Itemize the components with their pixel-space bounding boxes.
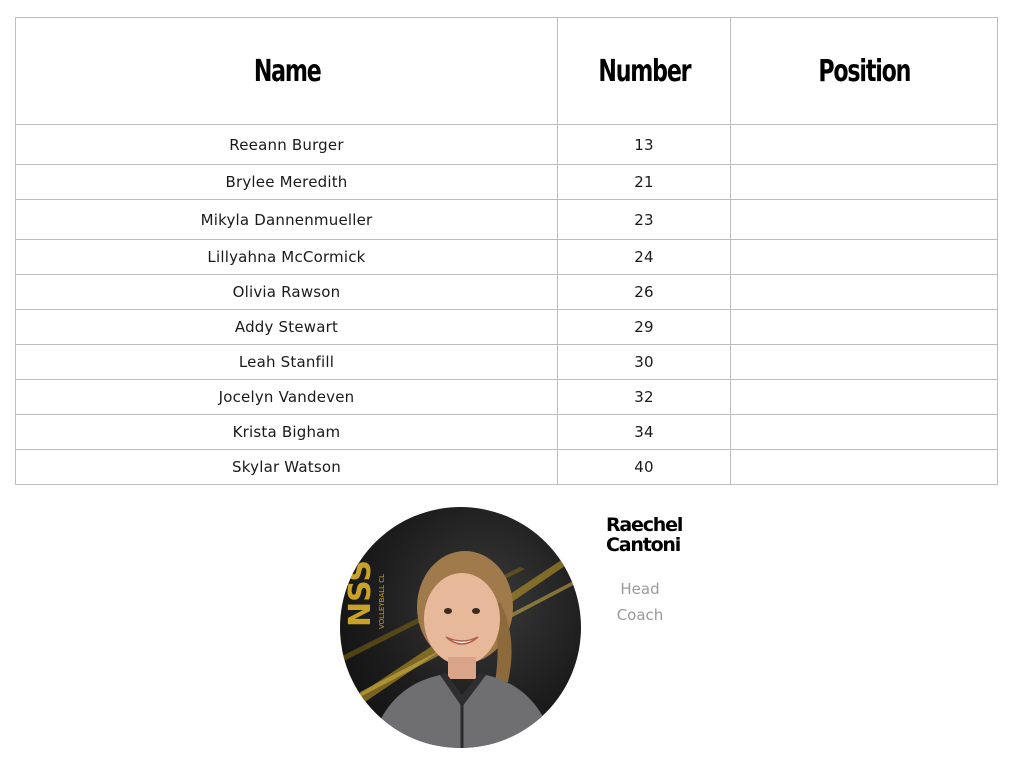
- table-row: [16, 345, 998, 380]
- player-position: [731, 275, 998, 310]
- player-position: [731, 165, 998, 200]
- header-number: Number: [573, 18, 715, 125]
- player-position: [731, 200, 998, 240]
- player-position: [731, 240, 998, 275]
- player-number: 21: [558, 165, 731, 200]
- player-name: Reeann Burger: [16, 125, 558, 165]
- table-row: [16, 415, 998, 450]
- player-name: Brylee Meredith: [16, 165, 558, 200]
- logo-mark: [343, 560, 386, 629]
- face: [424, 573, 500, 665]
- coach-last-name: Cantoni: [606, 534, 681, 556]
- header-position: Position: [755, 18, 974, 125]
- table-row: [16, 200, 998, 240]
- player-name: Lillyahna McCormick: [16, 240, 558, 275]
- player-name: Mikyla Dannenmueller: [16, 200, 558, 240]
- player-name: Skylar Watson: [16, 450, 558, 485]
- header-name: Name: [64, 18, 508, 125]
- player-number: 34: [558, 415, 731, 450]
- table-row: [16, 165, 998, 200]
- player-name: Leah Stanfill: [16, 345, 558, 380]
- logo-subtext: VOLLEYBALL CL: [378, 573, 386, 629]
- coach-first-name: Raechel: [606, 514, 683, 536]
- coach-role: [600, 576, 680, 628]
- table-header-row: [16, 18, 998, 125]
- table-row: [16, 310, 998, 345]
- coach-role-line2: Coach: [616, 606, 664, 624]
- table-row: [16, 450, 998, 485]
- player-number: 23: [558, 200, 731, 240]
- player-number: 13: [558, 125, 731, 165]
- coach-name: [606, 514, 683, 556]
- player-number: 26: [558, 275, 731, 310]
- player-position: [731, 380, 998, 415]
- player-number: 40: [558, 450, 731, 485]
- player-position: [731, 125, 998, 165]
- player-name: Addy Stewart: [16, 310, 558, 345]
- table-row: [16, 380, 998, 415]
- player-name: Olivia Rawson: [16, 275, 558, 310]
- player-number: 24: [558, 240, 731, 275]
- player-number: 30: [558, 345, 731, 380]
- roster-table: [15, 17, 998, 485]
- player-position: [731, 450, 998, 485]
- player-number: 29: [558, 310, 731, 345]
- player-position: [731, 415, 998, 450]
- player-name: Jocelyn Vandeven: [16, 380, 558, 415]
- coach-role-line1: Head: [620, 580, 660, 598]
- player-position: [731, 310, 998, 345]
- table-row: [16, 275, 998, 310]
- coach-photo-illustration: [340, 507, 581, 748]
- player-name: Krista Bigham: [16, 415, 558, 450]
- logo-text: NSS: [343, 560, 378, 627]
- table-row: [16, 240, 998, 275]
- coach-photo: [340, 507, 581, 748]
- player-position: [731, 345, 998, 380]
- table-row: [16, 125, 998, 165]
- player-number: 32: [558, 380, 731, 415]
